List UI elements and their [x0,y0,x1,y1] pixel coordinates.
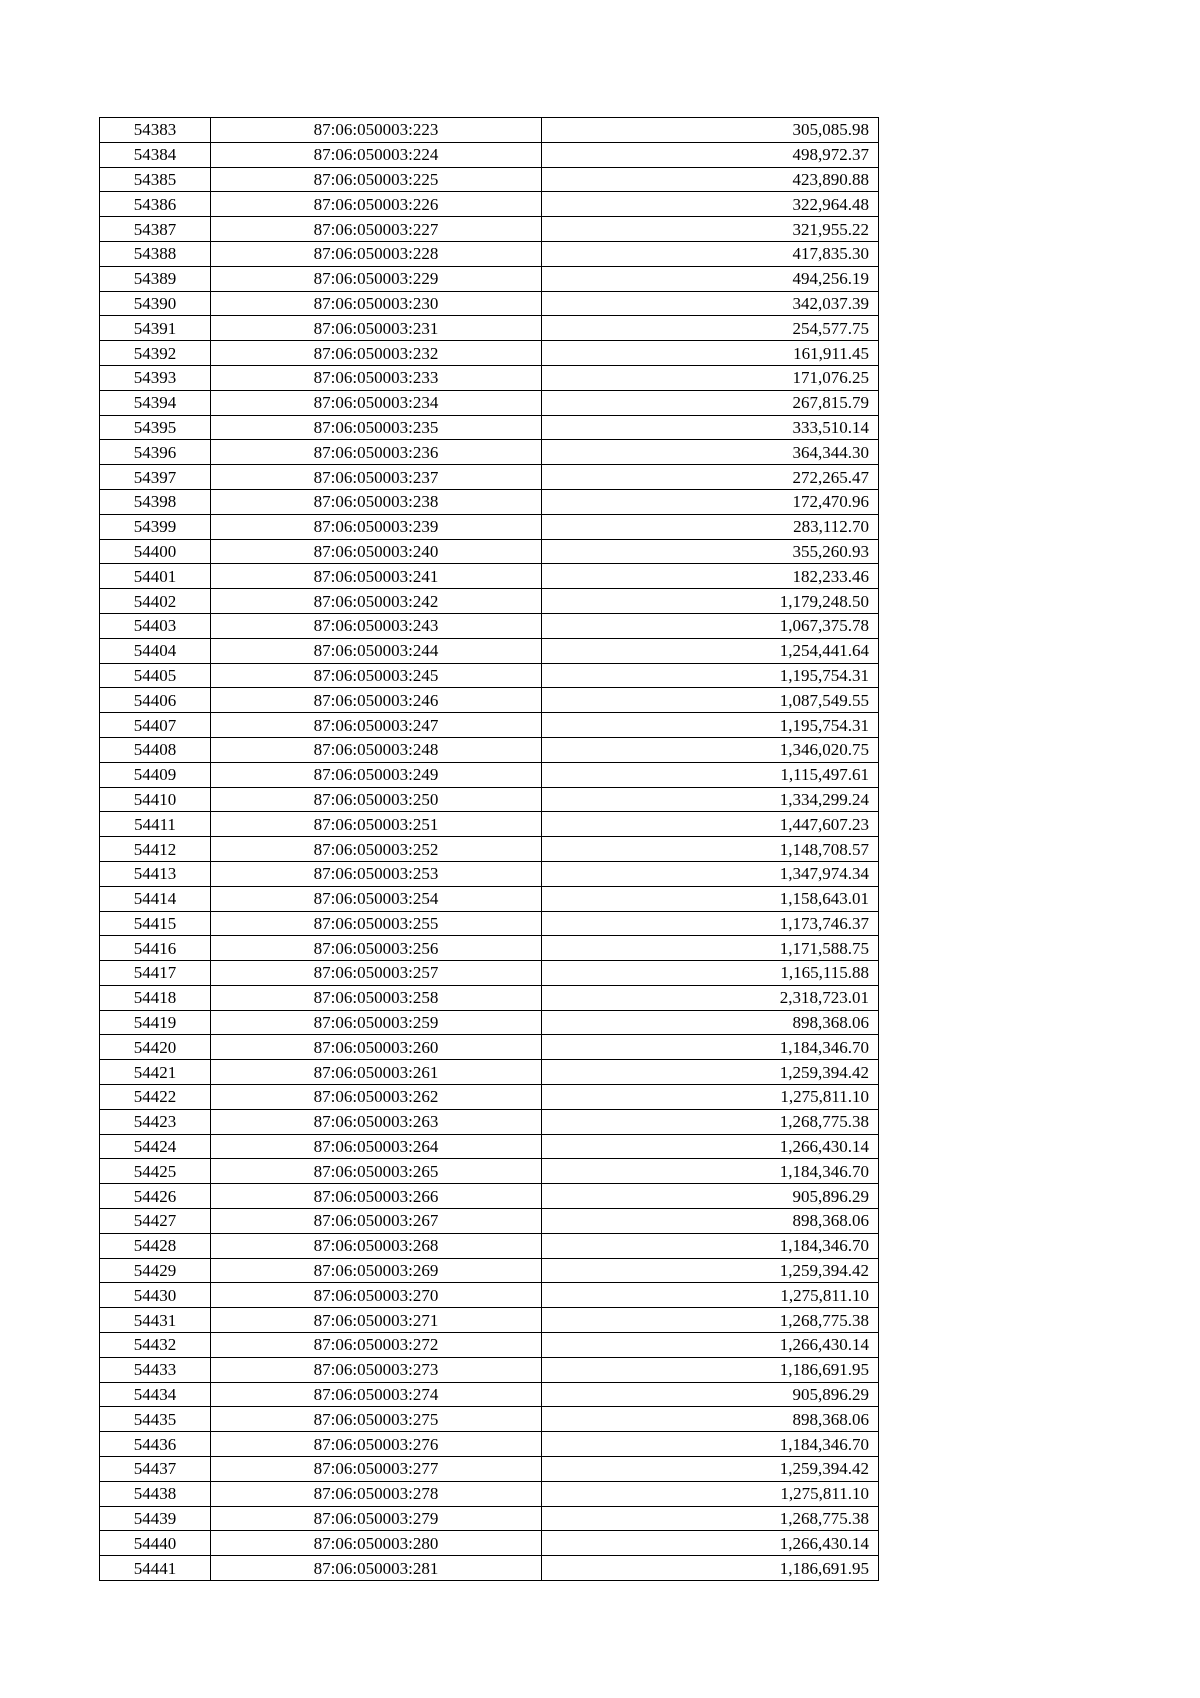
row-number-cell: 54410 [100,787,211,812]
row-number-cell: 54394 [100,390,211,415]
cadastral-number-cell: 87:06:050003:254 [211,886,542,911]
table-row [100,861,879,886]
cadastral-number-cell: 87:06:050003:261 [211,1060,542,1085]
table-row [100,713,879,738]
table-row [100,589,879,614]
table-row [100,1481,879,1506]
cadastral-value-cell: 1,195,754.31 [542,663,879,688]
cadastral-number-cell: 87:06:050003:251 [211,812,542,837]
cadastral-value-cell: 342,037.39 [542,291,879,316]
row-number-cell: 54409 [100,762,211,787]
cadastral-value-cell: 171,076.25 [542,365,879,390]
cadastral-number-cell: 87:06:050003:228 [211,241,542,266]
row-number-cell: 54430 [100,1283,211,1308]
table-row [100,1457,879,1482]
cadastral-number-cell: 87:06:050003:253 [211,861,542,886]
cadastral-number-cell: 87:06:050003:279 [211,1506,542,1531]
cadastral-number-cell: 87:06:050003:262 [211,1085,542,1110]
cadastral-value-cell: 254,577.75 [542,316,879,341]
table-row [100,787,879,812]
table-row [100,142,879,167]
row-number-cell: 54384 [100,142,211,167]
cadastral-number-cell: 87:06:050003:269 [211,1258,542,1283]
cadastral-value-cell: 1,347,974.34 [542,861,879,886]
row-number-cell: 54390 [100,291,211,316]
row-number-cell: 54425 [100,1159,211,1184]
table-row [100,663,879,688]
cadastral-number-cell: 87:06:050003:234 [211,390,542,415]
cadastral-value-cell: 905,896.29 [542,1184,879,1209]
cadastral-value-cell: 1,259,394.42 [542,1060,879,1085]
cadastral-value-cell: 1,334,299.24 [542,787,879,812]
row-number-cell: 54439 [100,1506,211,1531]
table-row [100,415,879,440]
cadastral-number-cell: 87:06:050003:242 [211,589,542,614]
row-number-cell: 54421 [100,1060,211,1085]
row-number-cell: 54389 [100,266,211,291]
table-row [100,688,879,713]
table-row [100,1556,879,1581]
cadastral-value-table [99,117,879,1581]
cadastral-number-cell: 87:06:050003:252 [211,837,542,862]
cadastral-value-cell: 267,815.79 [542,390,879,415]
row-number-cell: 54407 [100,713,211,738]
cadastral-number-cell: 87:06:050003:277 [211,1457,542,1482]
cadastral-number-cell: 87:06:050003:258 [211,985,542,1010]
cadastral-number-cell: 87:06:050003:246 [211,688,542,713]
cadastral-number-cell: 87:06:050003:259 [211,1010,542,1035]
cadastral-value-cell: 1,266,430.14 [542,1134,879,1159]
cadastral-number-cell: 87:06:050003:244 [211,638,542,663]
cadastral-number-cell: 87:06:050003:250 [211,787,542,812]
row-number-cell: 54386 [100,192,211,217]
cadastral-number-cell: 87:06:050003:240 [211,539,542,564]
cadastral-value-cell: 172,470.96 [542,489,879,514]
cadastral-number-cell: 87:06:050003:229 [211,266,542,291]
cadastral-value-cell: 333,510.14 [542,415,879,440]
table-row [100,886,879,911]
cadastral-value-cell: 305,085.98 [542,118,879,143]
table-row [100,1233,879,1258]
cadastral-number-cell: 87:06:050003:268 [211,1233,542,1258]
cadastral-number-cell: 87:06:050003:236 [211,440,542,465]
cadastral-value-cell: 1,148,708.57 [542,837,879,862]
row-number-cell: 54438 [100,1481,211,1506]
table-row [100,316,879,341]
table-row [100,564,879,589]
cadastral-value-cell: 355,260.93 [542,539,879,564]
table-body [100,118,879,1581]
cadastral-number-cell: 87:06:050003:278 [211,1481,542,1506]
cadastral-value-cell: 1,275,811.10 [542,1283,879,1308]
cadastral-value-cell: 498,972.37 [542,142,879,167]
cadastral-number-cell: 87:06:050003:235 [211,415,542,440]
table-row [100,291,879,316]
row-number-cell: 54383 [100,118,211,143]
row-number-cell: 54408 [100,737,211,762]
row-number-cell: 54412 [100,837,211,862]
row-number-cell: 54403 [100,613,211,638]
cadastral-number-cell: 87:06:050003:275 [211,1407,542,1432]
table-row [100,1035,879,1060]
cadastral-value-cell: 321,955.22 [542,217,879,242]
cadastral-value-cell: 1,186,691.95 [542,1357,879,1382]
cadastral-value-cell: 417,835.30 [542,241,879,266]
table-row [100,1010,879,1035]
row-number-cell: 54397 [100,465,211,490]
cadastral-value-cell: 1,259,394.42 [542,1457,879,1482]
cadastral-number-cell: 87:06:050003:255 [211,911,542,936]
cadastral-number-cell: 87:06:050003:224 [211,142,542,167]
table-row [100,1109,879,1134]
cadastral-value-cell: 1,275,811.10 [542,1481,879,1506]
table-row [100,1506,879,1531]
cadastral-number-cell: 87:06:050003:266 [211,1184,542,1209]
table-row [100,961,879,986]
table-row [100,390,879,415]
row-number-cell: 54426 [100,1184,211,1209]
cadastral-number-cell: 87:06:050003:281 [211,1556,542,1581]
cadastral-value-cell: 1,186,691.95 [542,1556,879,1581]
table-row [100,1432,879,1457]
row-number-cell: 54422 [100,1085,211,1110]
row-number-cell: 54401 [100,564,211,589]
cadastral-value-cell: 1,067,375.78 [542,613,879,638]
cadastral-number-cell: 87:06:050003:264 [211,1134,542,1159]
cadastral-number-cell: 87:06:050003:271 [211,1308,542,1333]
row-number-cell: 54428 [100,1233,211,1258]
table-row [100,1159,879,1184]
cadastral-value-cell: 1,254,441.64 [542,638,879,663]
cadastral-number-cell: 87:06:050003:226 [211,192,542,217]
row-number-cell: 54414 [100,886,211,911]
cadastral-value-cell: 1,266,430.14 [542,1333,879,1358]
cadastral-value-cell: 898,368.06 [542,1209,879,1234]
table-row [100,1357,879,1382]
table-row [100,1209,879,1234]
cadastral-number-cell: 87:06:050003:247 [211,713,542,738]
cadastral-number-cell: 87:06:050003:223 [211,118,542,143]
table-row [100,465,879,490]
cadastral-value-cell: 1,115,497.61 [542,762,879,787]
row-number-cell: 54441 [100,1556,211,1581]
cadastral-number-cell: 87:06:050003:248 [211,737,542,762]
cadastral-value-cell: 1,184,346.70 [542,1432,879,1457]
table-row [100,241,879,266]
row-number-cell: 54423 [100,1109,211,1134]
cadastral-value-cell: 364,344.30 [542,440,879,465]
row-number-cell: 54437 [100,1457,211,1482]
cadastral-number-cell: 87:06:050003:276 [211,1432,542,1457]
cadastral-value-cell: 272,265.47 [542,465,879,490]
table-row [100,539,879,564]
cadastral-value-cell: 1,268,775.38 [542,1109,879,1134]
cadastral-value-cell: 1,447,607.23 [542,812,879,837]
cadastral-value-cell: 1,346,020.75 [542,737,879,762]
cadastral-value-cell: 494,256.19 [542,266,879,291]
row-number-cell: 54415 [100,911,211,936]
row-number-cell: 54393 [100,365,211,390]
cadastral-value-cell: 1,087,549.55 [542,688,879,713]
table-row [100,762,879,787]
table-row [100,837,879,862]
row-number-cell: 54418 [100,985,211,1010]
row-number-cell: 54405 [100,663,211,688]
table-row [100,118,879,143]
row-number-cell: 54388 [100,241,211,266]
row-number-cell: 54417 [100,961,211,986]
cadastral-value-cell: 1,165,115.88 [542,961,879,986]
row-number-cell: 54420 [100,1035,211,1060]
row-number-cell: 54399 [100,514,211,539]
cadastral-value-cell: 1,158,643.01 [542,886,879,911]
cadastral-value-cell: 423,890.88 [542,167,879,192]
cadastral-number-cell: 87:06:050003:273 [211,1357,542,1382]
cadastral-value-cell: 1,266,430.14 [542,1531,879,1556]
cadastral-value-cell: 1,179,248.50 [542,589,879,614]
cadastral-value-cell: 1,184,346.70 [542,1233,879,1258]
cadastral-value-cell: 322,964.48 [542,192,879,217]
row-number-cell: 54424 [100,1134,211,1159]
cadastral-value-cell: 283,112.70 [542,514,879,539]
table-row [100,1407,879,1432]
cadastral-number-cell: 87:06:050003:256 [211,936,542,961]
row-number-cell: 54385 [100,167,211,192]
cadastral-number-cell: 87:06:050003:227 [211,217,542,242]
cadastral-number-cell: 87:06:050003:249 [211,762,542,787]
cadastral-number-cell: 87:06:050003:265 [211,1159,542,1184]
table-row [100,985,879,1010]
cadastral-number-cell: 87:06:050003:239 [211,514,542,539]
table-row [100,365,879,390]
table-row [100,514,879,539]
row-number-cell: 54419 [100,1010,211,1035]
row-number-cell: 54429 [100,1258,211,1283]
table-row [100,1184,879,1209]
cadastral-value-cell: 905,896.29 [542,1382,879,1407]
row-number-cell: 54434 [100,1382,211,1407]
row-number-cell: 54433 [100,1357,211,1382]
row-number-cell: 54435 [100,1407,211,1432]
cadastral-value-cell: 898,368.06 [542,1407,879,1432]
table-row [100,1333,879,1358]
table-row [100,1085,879,1110]
cadastral-value-cell: 1,275,811.10 [542,1085,879,1110]
cadastral-value-cell: 1,184,346.70 [542,1035,879,1060]
row-number-cell: 54400 [100,539,211,564]
cadastral-number-cell: 87:06:050003:270 [211,1283,542,1308]
row-number-cell: 54416 [100,936,211,961]
cadastral-value-cell: 161,911.45 [542,341,879,366]
cadastral-number-cell: 87:06:050003:232 [211,341,542,366]
table-row [100,1531,879,1556]
row-number-cell: 54440 [100,1531,211,1556]
row-number-cell: 54398 [100,489,211,514]
cadastral-value-cell: 2,318,723.01 [542,985,879,1010]
cadastral-number-cell: 87:06:050003:243 [211,613,542,638]
row-number-cell: 54436 [100,1432,211,1457]
row-number-cell: 54411 [100,812,211,837]
row-number-cell: 54396 [100,440,211,465]
row-number-cell: 54406 [100,688,211,713]
cadastral-number-cell: 87:06:050003:272 [211,1333,542,1358]
cadastral-number-cell: 87:06:050003:230 [211,291,542,316]
table-row [100,440,879,465]
table-row [100,1308,879,1333]
row-number-cell: 54395 [100,415,211,440]
row-number-cell: 54413 [100,861,211,886]
table-row [100,613,879,638]
table-row [100,341,879,366]
cadastral-number-cell: 87:06:050003:241 [211,564,542,589]
cadastral-value-cell: 1,268,775.38 [542,1506,879,1531]
cadastral-number-cell: 87:06:050003:225 [211,167,542,192]
table-row [100,936,879,961]
cadastral-value-table-page [99,117,878,1581]
cadastral-number-cell: 87:06:050003:231 [211,316,542,341]
table-row [100,167,879,192]
cadastral-value-cell: 1,171,588.75 [542,936,879,961]
table-row [100,192,879,217]
cadastral-number-cell: 87:06:050003:237 [211,465,542,490]
cadastral-number-cell: 87:06:050003:245 [211,663,542,688]
cadastral-value-cell: 1,173,746.37 [542,911,879,936]
table-row [100,1382,879,1407]
table-row [100,1060,879,1085]
table-row [100,489,879,514]
table-row [100,1258,879,1283]
table-row [100,266,879,291]
table-row [100,1134,879,1159]
row-number-cell: 54402 [100,589,211,614]
row-number-cell: 54427 [100,1209,211,1234]
cadastral-value-cell: 1,184,346.70 [542,1159,879,1184]
row-number-cell: 54387 [100,217,211,242]
row-number-cell: 54391 [100,316,211,341]
cadastral-number-cell: 87:06:050003:280 [211,1531,542,1556]
cadastral-number-cell: 87:06:050003:260 [211,1035,542,1060]
cadastral-value-cell: 1,195,754.31 [542,713,879,738]
cadastral-value-cell: 182,233.46 [542,564,879,589]
cadastral-value-cell: 1,268,775.38 [542,1308,879,1333]
row-number-cell: 54392 [100,341,211,366]
row-number-cell: 54432 [100,1333,211,1358]
cadastral-number-cell: 87:06:050003:267 [211,1209,542,1234]
cadastral-number-cell: 87:06:050003:238 [211,489,542,514]
row-number-cell: 54431 [100,1308,211,1333]
cadastral-number-cell: 87:06:050003:257 [211,961,542,986]
cadastral-number-cell: 87:06:050003:274 [211,1382,542,1407]
table-row [100,911,879,936]
table-row [100,638,879,663]
cadastral-number-cell: 87:06:050003:263 [211,1109,542,1134]
table-row [100,737,879,762]
table-row [100,1283,879,1308]
cadastral-value-cell: 1,259,394.42 [542,1258,879,1283]
row-number-cell: 54404 [100,638,211,663]
table-row [100,217,879,242]
table-row [100,812,879,837]
cadastral-value-cell: 898,368.06 [542,1010,879,1035]
cadastral-number-cell: 87:06:050003:233 [211,365,542,390]
